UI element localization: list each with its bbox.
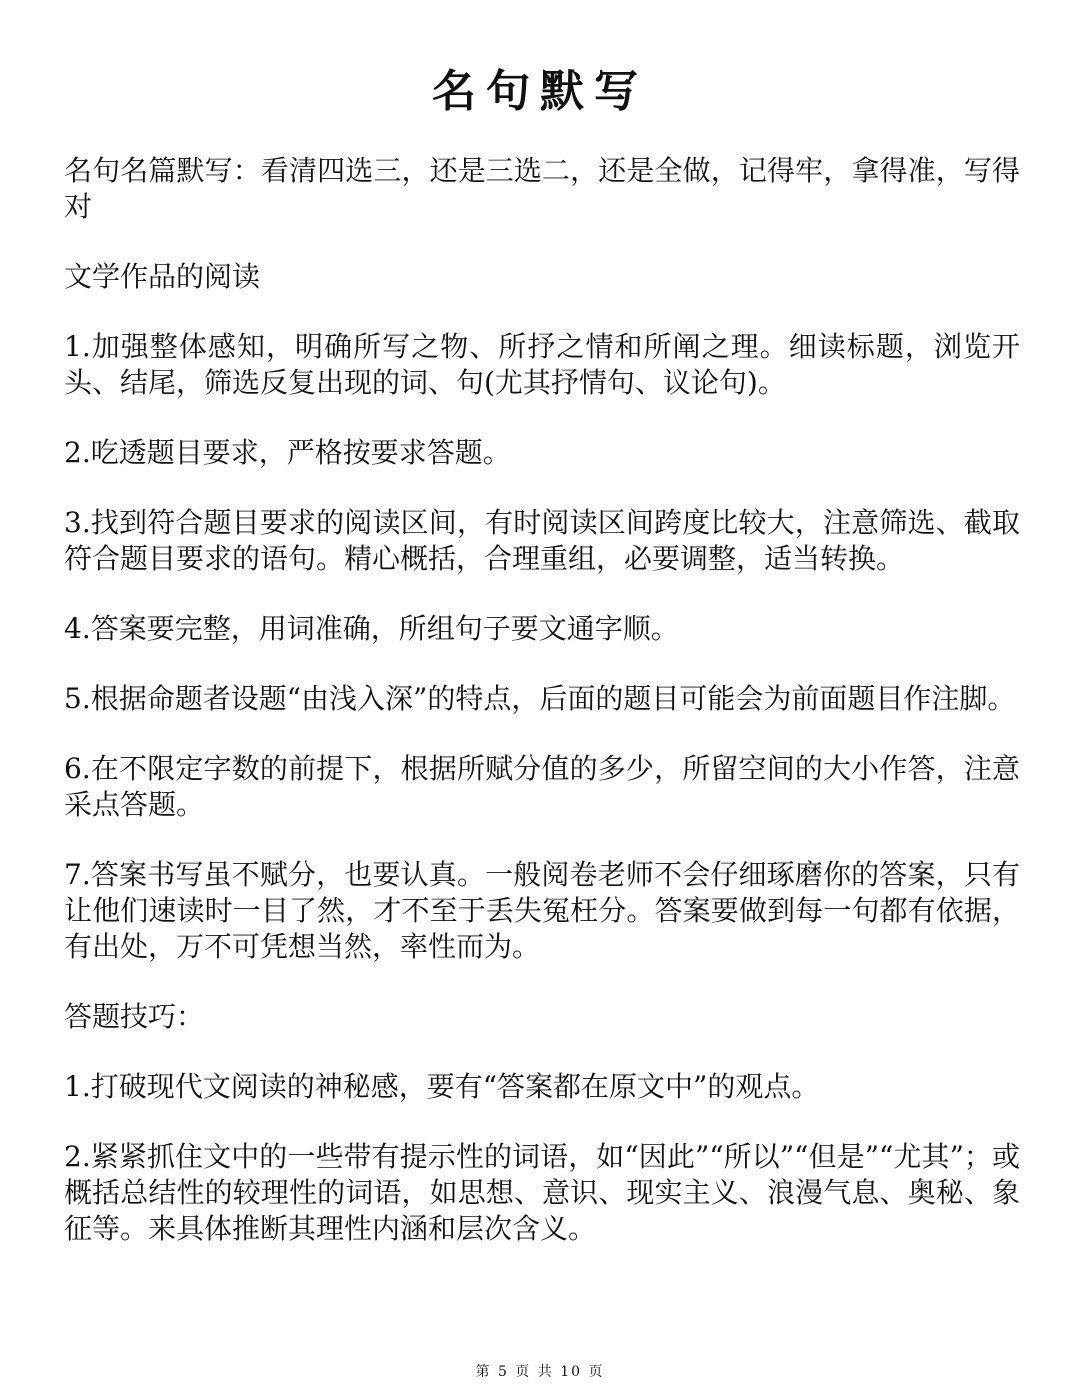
tip-paragraph-7: 7.答案书写虽不赋分，也要认真。一般阅卷老师不会仔细琢磨你的答案，只有让他们速读时一目了然，才不至于丢失冤枉分。答案要做到每一句都有依据，有出处，万不可凭想当然，率性而为。 [64, 858, 1020, 963]
tip-paragraph-1: 1.加强整体感知，明确所写之物、所抒之情和所阐之理。细读标题，浏览开头、结尾，筛选反复出现的词、句(尤其抒情句、议论句)。 [64, 330, 1020, 399]
page-title: 名句默写 [432, 66, 648, 117]
tip-paragraph-6: 6.在不限定字数的前提下，根据所赋分值的多少，所留空间的大小作答，注意采点答题。 [64, 752, 1020, 821]
skill-paragraph-2: 2.紧紧抓住文中的一些带有提示性的词语，如“因此”“所以”“但是”“尤其”；或概括总结性的较理性的词语，如思想、意识、现实主义、浪漫气息、奥秘、象征等。来具体推断其理性内涵和层次含义。 [64, 1140, 1020, 1245]
intro-paragraph: 名句名篇默写：看清四选三，还是三选二，还是全做，记得牢，拿得准，写得对 [64, 154, 1020, 223]
section-heading-answer-skills: 答题技巧： [64, 1000, 205, 1033]
tip-paragraph-4: 4.答案要完整，用词准确，所组句子要文通字顺。 [64, 612, 679, 645]
section-heading-literature-reading: 文学作品的阅读 [64, 260, 261, 293]
skill-paragraph-1: 1.打破现代文阅读的神秘感，要有“答案都在原文中”的观点。 [64, 1070, 820, 1103]
tip-paragraph-3: 3.找到符合题目要求的阅读区间，有时阅读区间跨度比较大，注意筛选、截取符合题目要求的语句。精心概括，合理重组，必要调整，适当转换。 [64, 506, 1020, 575]
page-number-footer: 第 5 页 共 10 页 [475, 1364, 605, 1380]
tip-paragraph-5: 5.根据命题者设题“由浅入深”的特点，后面的题目可能会为前面题目作注脚。 [64, 682, 1016, 715]
tip-paragraph-2: 2.吃透题目要求，严格按要求答题。 [64, 436, 511, 469]
document-body [64, 153, 1020, 1281]
